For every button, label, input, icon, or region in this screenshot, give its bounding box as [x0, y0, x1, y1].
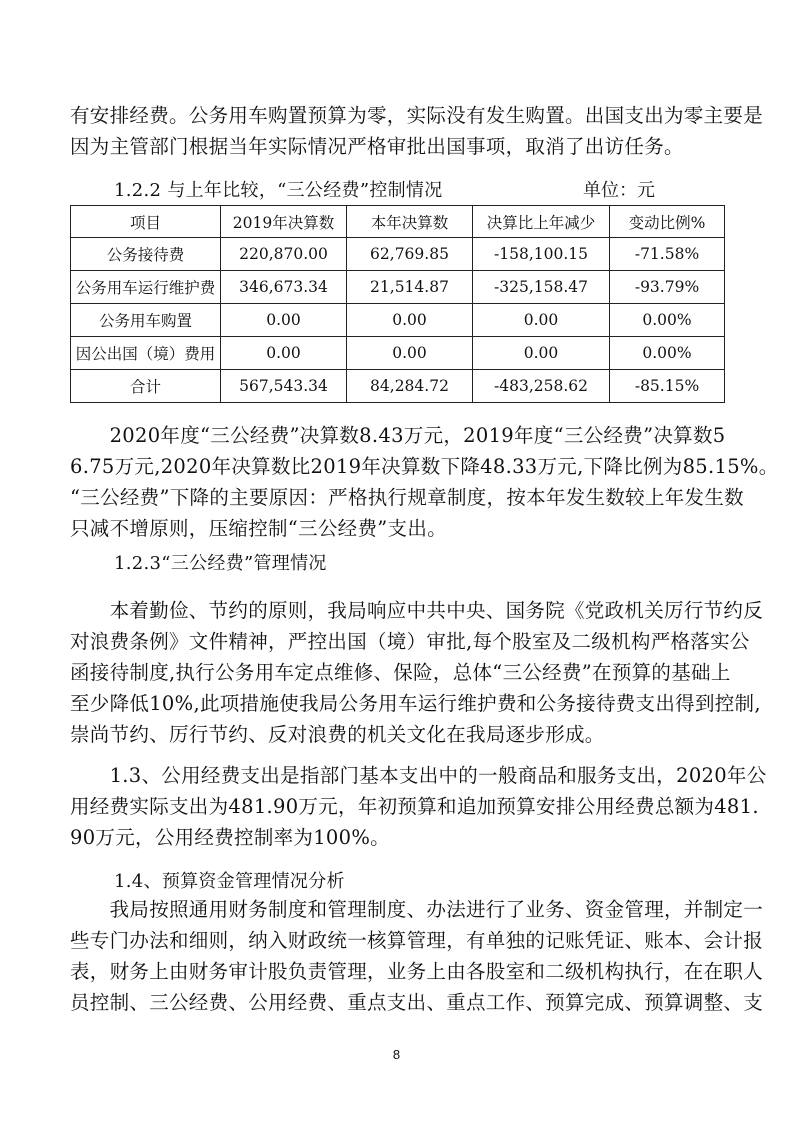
- table-cell: 567,543.34: [221, 370, 347, 403]
- column-header: 变动比例%: [610, 206, 725, 238]
- unit-value: 元: [637, 180, 655, 201]
- table-cell: 346,673.34: [221, 271, 347, 304]
- text-line: 本着勤俭、节约的原则，我局响应中共中央、国务院《党政机关厉行节约反: [70, 599, 764, 622]
- public-expense-paragraph: [70, 760, 767, 853]
- column-header: 决算比上年减少: [473, 206, 610, 238]
- text-line: 1.3、公用经费支出是指部门基本支出中的一般商品和服务支出，2020年公: [70, 764, 767, 787]
- table-cell: 21,514.87: [347, 271, 473, 304]
- table-cell: -85.15%: [610, 370, 725, 403]
- summary-paragraph: [70, 420, 779, 544]
- table-cell: 公务接待费: [71, 238, 221, 271]
- table-total-row: [71, 370, 725, 403]
- management-paragraph: [70, 595, 764, 750]
- table-cell: 220,870.00: [221, 238, 347, 271]
- text-line: 有安排经费。公务用车购置预算为零，实际没有发生购置。出国支出为零主要是: [70, 104, 764, 127]
- table-cell: -483,258.62: [473, 370, 610, 403]
- table-cell: 因公出国（境）费用: [71, 337, 221, 370]
- table-cell: -325,158.47: [473, 271, 610, 304]
- table-cell: 84,284.72: [347, 370, 473, 403]
- table-cell: 合计: [71, 370, 221, 403]
- text-line: 因为主管部门根据当年实际情况严格审批出国事项，取消了出访任务。: [70, 135, 684, 158]
- budget-paragraph: [70, 894, 764, 1018]
- text-line: 2020年度“三公经费”决算数8.43万元，2019年度“三公经费”决算数5: [70, 424, 726, 447]
- unit-label-text: 单位：: [583, 180, 637, 201]
- table-header-row: [71, 206, 725, 238]
- table-cell: 0.00: [221, 337, 347, 370]
- table-cell: -93.79%: [610, 271, 725, 304]
- table-heading: 1.2.2 与上年比较，“三公经费”控制情况: [114, 180, 443, 201]
- column-header: 项目: [71, 206, 221, 238]
- column-header: 2019年决算数: [221, 206, 347, 238]
- text-line: 我局按照通用财务制度和管理制度、办法进行了业务、资金管理，并制定一: [70, 898, 764, 921]
- table-row: [71, 238, 725, 271]
- section-heading: 1.4、预算资金管理情况分析: [114, 871, 345, 892]
- text-line: 些专门办法和细则，纳入财政统一核算管理，有单独的记账凭证、账本、会计报: [70, 929, 764, 952]
- text-line: “三公经费”下降的主要原因：严格执行规章制度，按本年发生数较上年发生数: [70, 486, 744, 509]
- section-heading: 1.2.3“三公经费”管理情况: [114, 553, 327, 574]
- text-line: 只减不增原则，压缩控制“三公经费”支出。: [70, 517, 447, 540]
- text-line: 员控制、三公经费、公用经费、重点支出、重点工作、预算完成、预算调整、支: [70, 991, 764, 1014]
- text-line: 用经费实际支出为481.90万元，年初预算和追加预算安排公用经费总额为481.: [70, 795, 759, 818]
- table-cell: 0.00%: [610, 304, 725, 337]
- table-row: [71, 304, 725, 337]
- intro-paragraph: [70, 100, 764, 162]
- page-number: 8: [392, 1047, 401, 1062]
- table-cell: 公务用车运行维护费: [71, 271, 221, 304]
- text-line: 6.75万元,2020年决算数比2019年决算数下降48.33万元,下降比例为85.15%。: [70, 455, 779, 478]
- table-cell: 0.00: [473, 304, 610, 337]
- three-public-expenses-table: [70, 205, 725, 403]
- text-line: 对浪费条例》文件精神，严控出国（境）审批,每个股室及二级机构严格落实公: [70, 630, 750, 653]
- table-cell: 62,769.85: [347, 238, 473, 271]
- text-line: 90万元，公用经费控制率为100%。: [70, 826, 390, 849]
- table-cell: 0.00%: [610, 337, 725, 370]
- text-line: 至少降低10%,此项措施使我局公务用车运行维护费和公务接待费支出得到控制,: [70, 692, 761, 715]
- table-cell: 0.00: [221, 304, 347, 337]
- table-cell: -71.58%: [610, 238, 725, 271]
- column-header: 本年决算数: [347, 206, 473, 238]
- table-cell: 公务用车购置: [71, 304, 221, 337]
- table-row: [71, 271, 725, 304]
- text-line: 崇尚节约、厉行节约、反对浪费的机关文化在我局逐步形成。: [70, 723, 605, 746]
- text-line: 表，财务上由财务审计股负责管理，业务上由各股室和二级机构执行，在在职人: [70, 960, 764, 983]
- table-cell: 0.00: [473, 337, 610, 370]
- table-cell: 0.00: [347, 304, 473, 337]
- table-cell: -158,100.15: [473, 238, 610, 271]
- table-cell: 0.00: [347, 337, 473, 370]
- unit-label: [583, 177, 655, 205]
- table-row: [71, 337, 725, 370]
- text-line: 函接待制度,执行公务用车定点维修、保险，总体“三公经费”在预算的基础上: [70, 661, 731, 684]
